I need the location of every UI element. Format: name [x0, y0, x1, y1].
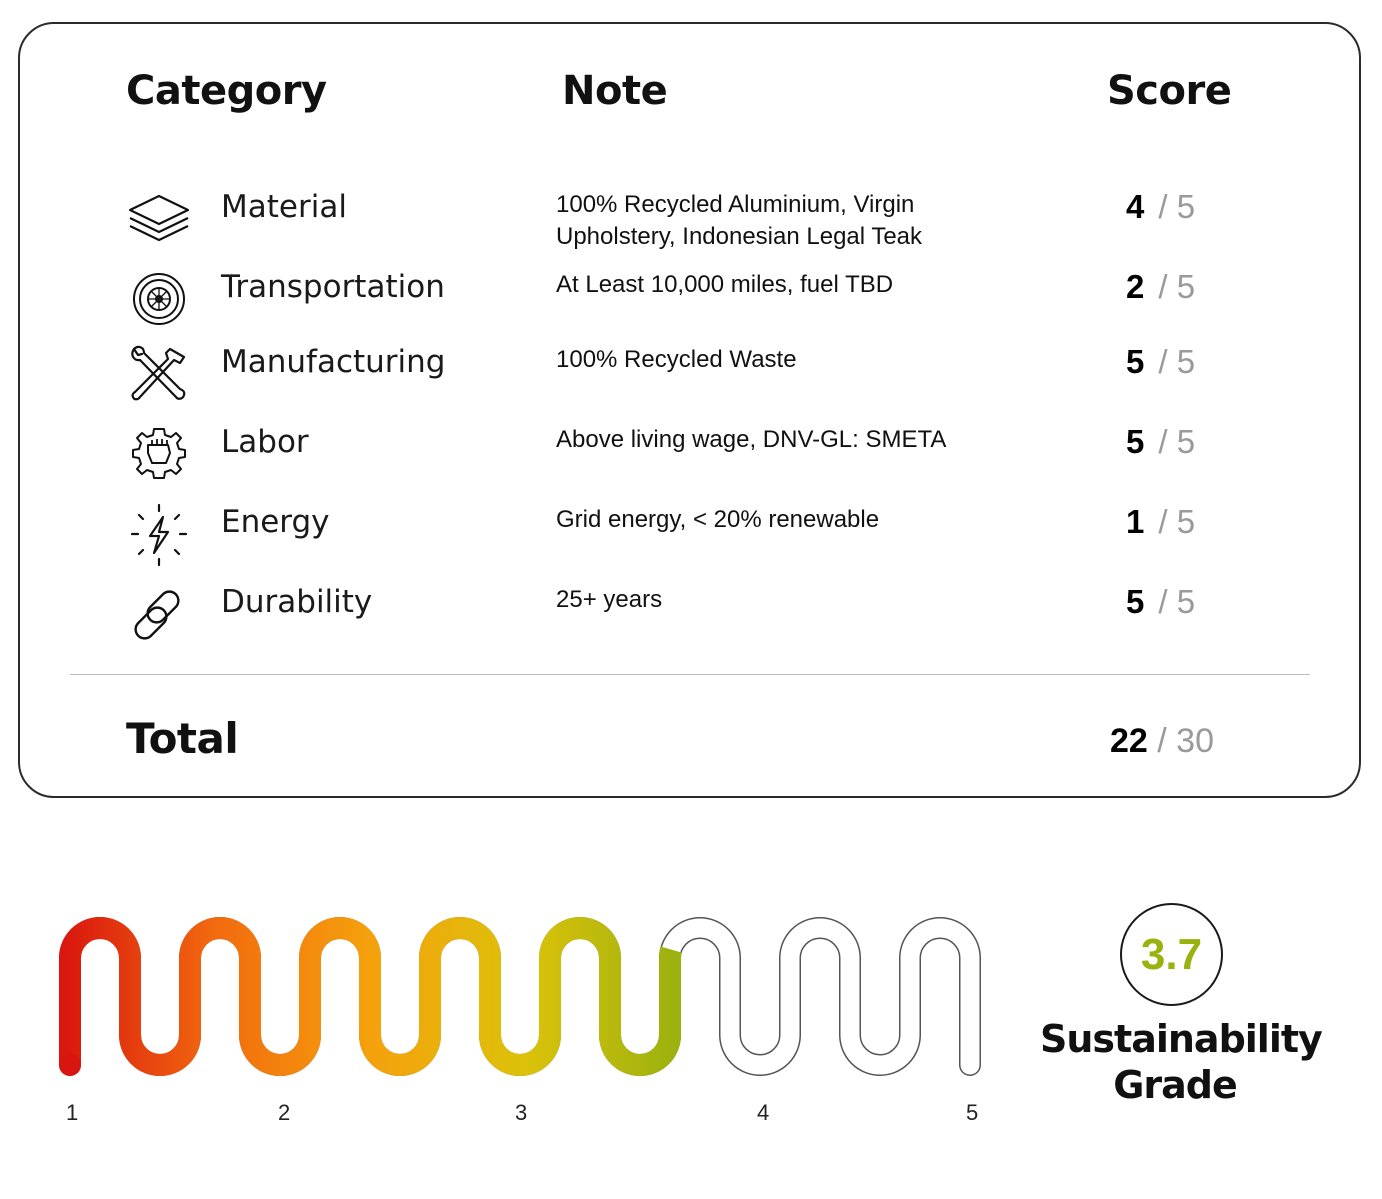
total-score: 22 / 30 — [1110, 722, 1214, 760]
header-score: Score — [1107, 68, 1232, 114]
score-value: 2 / 5 — [1126, 268, 1196, 305]
fist-gear-icon — [126, 423, 192, 489]
chain-link-icon — [126, 583, 192, 649]
tools-icon — [126, 343, 192, 409]
grade-label — [1040, 1016, 1322, 1108]
scale-tick: 4 — [757, 1100, 770, 1125]
note-text: At Least 10,000 miles, fuel TBD — [556, 271, 894, 298]
score-value: 5 / 5 — [1126, 343, 1196, 380]
score-value: 1 / 5 — [1126, 503, 1196, 540]
header-note: Note — [562, 68, 668, 114]
meter-fill — [59, 928, 970, 1076]
score-value: 5 / 5 — [1126, 583, 1196, 620]
lightning-icon — [126, 503, 192, 569]
category-label: Transportation — [221, 269, 445, 305]
category-label: Energy — [221, 504, 330, 540]
tire-icon — [126, 268, 192, 334]
meter-fill-path — [70, 928, 970, 1065]
header-category: Category — [126, 68, 327, 114]
meter-track — [70, 928, 970, 1065]
note-text: 25+ years — [556, 586, 663, 613]
grade-value: 3.7 — [1120, 903, 1223, 1006]
scale-tick: 1 — [66, 1100, 79, 1125]
table-row — [0, 188, 1382, 272]
meter-start-cap — [59, 1054, 81, 1076]
category-label: Durability — [221, 584, 373, 620]
grade-label-line2: Grade — [1113, 1063, 1237, 1107]
total-label: Total — [126, 714, 239, 763]
scale-tick: 5 — [966, 1100, 979, 1125]
category-label: Labor — [221, 424, 309, 460]
grade-meter — [0, 860, 1020, 1130]
note-text: Above living wage, DNV-GL: SMETA — [556, 426, 947, 453]
table-row — [0, 423, 1382, 507]
layers-icon — [126, 188, 192, 254]
note-text: 100% Recycled Aluminium, Virgin Upholstery, Indonesian Legal Teak — [556, 191, 923, 250]
note-text: Grid energy, < 20% renewable — [556, 506, 880, 533]
category-label: Material — [221, 189, 347, 225]
scale-tick: 3 — [515, 1100, 528, 1125]
divider — [70, 674, 1310, 675]
table-row — [0, 583, 1382, 667]
score-value: 5 / 5 — [1126, 423, 1196, 460]
meter-track-inner — [70, 928, 970, 1065]
grade-label-line1: Sustainability — [1040, 1017, 1322, 1061]
score-value: 4 / 5 — [1126, 188, 1196, 225]
category-label: Manufacturing — [221, 344, 446, 380]
scale-tick: 2 — [278, 1100, 291, 1125]
note-text: 100% Recycled Waste — [556, 346, 797, 373]
table-row — [0, 343, 1382, 427]
table-row — [0, 503, 1382, 587]
table-row — [0, 268, 1382, 352]
meter-track-outline — [70, 928, 970, 1065]
